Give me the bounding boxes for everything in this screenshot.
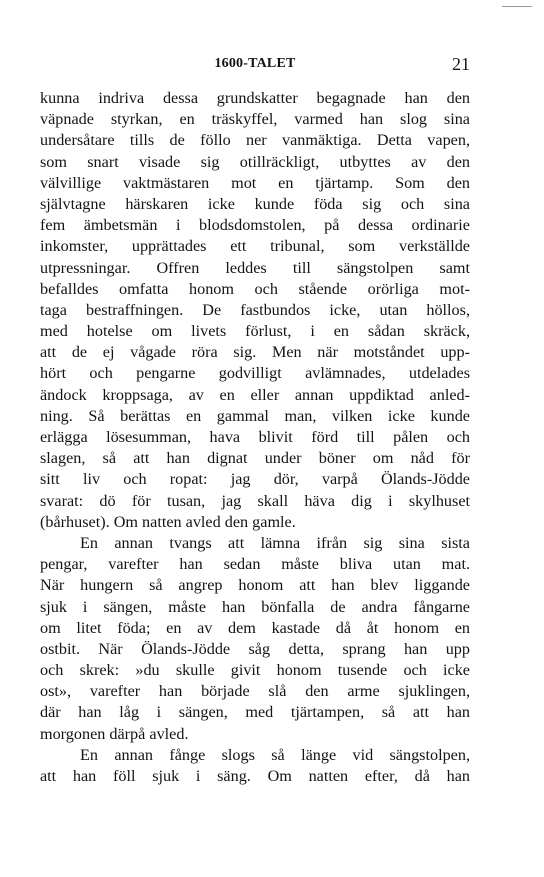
running-head: 1600-TALET: [214, 56, 296, 71]
text-line: ning. Så berättas en gammal man, vilken icke kunde: [40, 406, 470, 425]
text-line: befalldes omfatta honom och stående orörliga mot-: [40, 279, 470, 298]
text-line: hört och pengarne godvilligt avlämnades, utdelades: [40, 364, 470, 383]
text-line: fem ämbetsmän i blodsdomstolen, på dessa ordinarie: [40, 216, 470, 235]
text-line: att de ej vågade röra sig. Men när motståndet upp-: [40, 343, 470, 362]
text-line: taga bestraffningen. De fastbundos icke, utan höllos,: [40, 300, 470, 319]
text-line: ost», varefter han började slå den arme sjuklingen,: [40, 682, 470, 701]
text-line: morgonen därpå avled.: [40, 724, 189, 743]
text-line: med hotelse om livets förlust, i en sådan skräck,: [40, 322, 470, 341]
text-line: erlägga lösesumman, hava blivit förd till pålen och: [40, 428, 470, 446]
text-line: slagen, så att han dignat under böner om nåd för: [40, 449, 470, 468]
text-line: sitt liv och ropat: jag dör, varpå Ölands-Jödde: [40, 470, 470, 489]
text-line: En annan fånge slogs så länge vid sängstolpen,: [80, 745, 470, 764]
text-line: ändock kroppsaga, av en eller annan uppdiktad anled-: [40, 385, 470, 404]
text-line: undersåtare tills de föllo ner vanmäktiga. Detta vapen,: [40, 131, 470, 150]
text-line: sjuk i sängen, måste han bönfalla de andra fångarne: [40, 597, 470, 616]
text-line: pengar, varefter han sedan måste bliva utan mat.: [40, 555, 470, 574]
paragraph: [40, 745, 470, 787]
text-line: välvillige vaktmästaren mot en tjärtamp. Som den: [40, 173, 470, 192]
text-line: där han låg i sängen, med tjärtampen, så att han: [40, 703, 470, 722]
text-line: väpnade styrkan, en träskyffel, varmed han slog sina: [40, 110, 470, 129]
text-line: och skrek: »du skulle givit honom tusende och icke: [40, 661, 470, 680]
text-line: som snart visade sig otillräckligt, utbyttes av den: [40, 152, 470, 171]
body-text: [40, 88, 470, 787]
text-line: (bårhuset). Om natten avled den gamle.: [40, 512, 296, 531]
text-line: utpressningar. Offren leddes till sängstolpen samt: [40, 258, 470, 277]
text-line: inkomster, upprättades ett tribunal, som verkställde: [40, 237, 470, 256]
text-line: svarat: dö för tusan, jag skall häva dig i skylhuset: [40, 491, 470, 510]
text-line: att han föll sjuk i säng. Om natten efter, då han: [40, 767, 470, 785]
text-line: självtagne härskaren icke kunde föda sig och sina: [40, 194, 470, 213]
page-edge-rule: [502, 6, 532, 7]
text-line: om litet föda; en av dem kastade då åt honom en: [40, 618, 470, 637]
page-header: [40, 56, 470, 78]
text-line: En annan tvangs att lämna ifrån sig sina sista: [80, 533, 470, 552]
paragraph: [40, 533, 470, 745]
paragraph: [40, 88, 470, 533]
text-line: kunna indriva dessa grundskatter begagnade han den: [40, 89, 470, 107]
text-line: ostbit. När Ölands-Jödde såg detta, sprang han upp: [40, 639, 470, 658]
text-line: När hungern så angrep honom att han blev liggande: [40, 576, 470, 595]
page-number: 21: [452, 54, 470, 74]
